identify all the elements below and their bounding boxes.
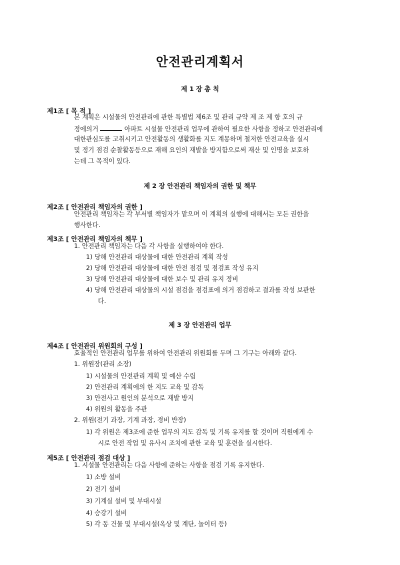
article-3-item: 2) 당해 안전관리 대상물에 대한 안전 점검 및 점검표 작성 유지 <box>86 265 259 272</box>
chapter-2-heading: 제 2 장 안전관리 책임자의 권한 및 책무 <box>143 182 257 190</box>
article-3-item: 다. <box>98 298 107 305</box>
article-2-line: 행사한다. <box>74 222 101 229</box>
article-4-item: 1) 시설물의 안전관리 계획 및 예산 수립 <box>86 373 196 380</box>
article-4-item: 효율적인 안전관리 업무를 위하여 안전관리 위원회를 두며 그 기구는 아래와 같다. <box>74 350 297 357</box>
article-3-item: 4) 당해 안전관리 대상물의 시설 점검을 점검표에 의거 점검하고 결과를 작성 보관한 <box>86 287 316 294</box>
article-2-heading: 제2조 [ 안전관리 책임자의 권한 ] <box>47 203 143 211</box>
article-1-line: 본 계획은 시설물의 안전관리에 관한 특별법 제6조 및 관리 규약 제 조 제 항 호의 규 <box>74 114 303 121</box>
article-1-line: 는데 그 목적이 있다. <box>74 158 131 165</box>
article-5-item: 5) 각 동 건물 및 부대시설(옥상 및 계단, 놀이터 등) <box>86 521 227 528</box>
article-4-item: 1) 각 위원은 제3조에 준한 업무의 지도 감독 및 기록 유지를 할 것이며 직원에게 수 <box>86 429 314 436</box>
article-3-item: 3) 당해 안전관리 대상물에 대한 보수 및 관리 유지 정비 <box>86 276 239 283</box>
article-4-item: 1. 위원장(관리 소장) <box>74 361 132 368</box>
article-5-item: 1. 시설물 안전관리는 다음 사항에 준하는 사항을 점검 기록 유지한다. <box>74 462 265 469</box>
article-5-item: 3) 기계실 설비 및 부대시설 <box>86 498 162 505</box>
article-1-line: 및 정기 점검 순찰활동등으로 재해 요인의 재발을 방지함으로써 재산 및 인명을 보호하 <box>74 147 309 154</box>
chapter-3-heading: 제 3 장 안전관리 업무 <box>168 321 232 329</box>
article-4-item: 4) 위원의 활동을 주관 <box>86 406 148 413</box>
article-1-line: 정에의거 아파트 시설물 안전관리 업무에 관하여 필요한 사항을 정하고 안전관리에 <box>74 126 323 133</box>
article-5-heading: 제5조 [ 안전관리 점검 대상 ] <box>47 454 131 462</box>
article-5-item: 1) 소방 설비 <box>86 474 121 481</box>
article-1-heading: 제1조 [ 목 적 ] <box>47 107 91 115</box>
chapter-1-heading: 제 1 장 총 칙 <box>180 85 220 93</box>
article-1-line: 대한관심도를 고취시키고 안전활동의 생활화를 지도 계몽하며 철저한 안전교육을 실시 <box>74 136 309 143</box>
article-2-line: 안전관리 책임자는 각 부서별 책임자가 맡으며 이 계획의 실행에 대해서는 모든 권한을 <box>74 211 309 218</box>
document-title: 안전관리계획서 <box>155 54 245 69</box>
article-3-item: 1. 안전관리 책임자는 다음 각 사항을 실행하여야 한다. <box>74 243 224 250</box>
article-4-heading: 제4조 [ 안전관리 위원회의 구성 ] <box>47 342 143 350</box>
article-4-item: 시로 안전 작업 및 유사시 조치에 관한 교육 및 훈련을 실시한다. <box>98 440 273 447</box>
blank-underline <box>100 124 122 131</box>
article-4-item: 3) 안전사고 원인의 분석으로 재발 방지 <box>86 395 194 402</box>
article-4-item: 2. 위원(전기 과장, 기계 과장, 경비 반장) <box>74 417 187 424</box>
article-5-item: 4) 승강기 설비 <box>86 510 127 517</box>
article-4-item: 2) 안전관리 계획에의 한 지도 교육 및 감독 <box>86 384 204 391</box>
article-3-item: 1) 당해 안전관리 대상물에 대한 안전관리 계획 작성 <box>86 254 229 261</box>
article-5-item: 2) 전기 설비 <box>86 486 121 493</box>
article-3-heading: 제3조 [ 안전관리 책임자의 책무 ] <box>47 235 143 243</box>
